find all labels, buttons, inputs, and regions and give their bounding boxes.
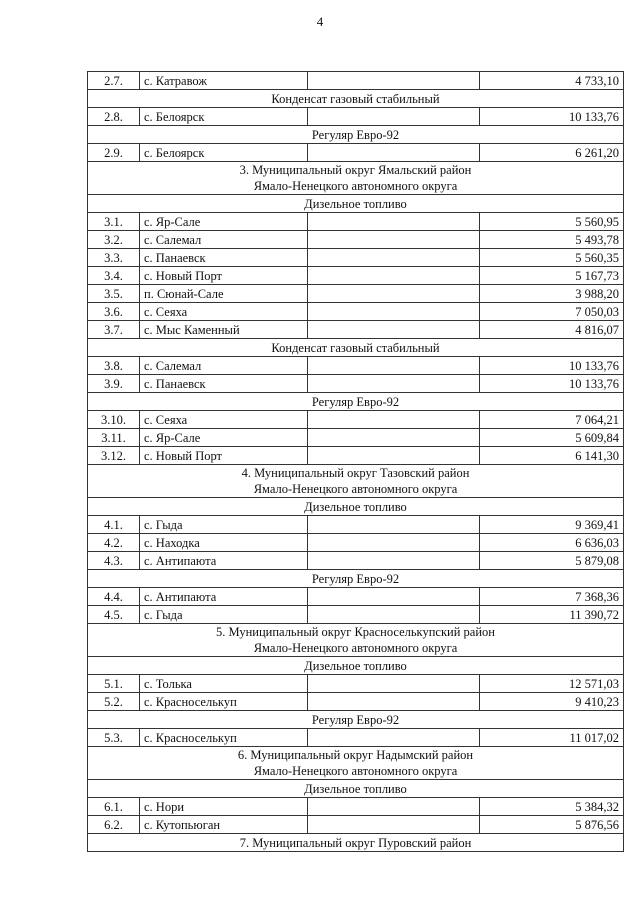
settlement-name: с. Белоярск [140,144,308,162]
row-number: 4.5. [88,606,140,624]
empty-cell [308,534,480,552]
table-row [88,675,624,693]
price-value: 10 133,76 [480,375,624,393]
table-row [88,108,624,126]
row-number: 2.9. [88,144,140,162]
price-value: 5 167,73 [480,267,624,285]
row-number: 6.1. [88,798,140,816]
settlement-name: с. Гыда [140,606,308,624]
section-header-line: Ямало-Ненецкого автономного округа [253,179,458,193]
section-header [88,657,624,675]
settlement-name: с. Сеяха [140,411,308,429]
row-number: 4.2. [88,534,140,552]
row-number: 2.8. [88,108,140,126]
empty-cell [308,429,480,447]
price-value: 5 493,78 [480,231,624,249]
section-header [88,780,624,798]
price-value: 7 368,36 [480,588,624,606]
section-header-line: Ямало-Ненецкого автономного округа [253,641,458,655]
price-value: 5 560,35 [480,249,624,267]
settlement-name: с. Новый Порт [140,447,308,465]
empty-cell [308,144,480,162]
row-number: 3.11. [88,429,140,447]
section-header-line: Ямало-Ненецкого автономного округа [253,482,458,496]
row-number: 4.1. [88,516,140,534]
section-header-line: Дизельное топливо [304,499,407,514]
empty-cell [308,516,480,534]
settlement-name: с. Салемал [140,231,308,249]
row-number: 5.1. [88,675,140,693]
row-number: 4.4. [88,588,140,606]
section-header-row [88,747,624,780]
section-header [88,711,624,729]
row-number: 3.6. [88,303,140,321]
section-header-row [88,162,624,195]
table-row [88,285,624,303]
settlement-name: с. Панаевск [140,249,308,267]
section-header-line: Ямало-Ненецкого автономного округа [253,764,458,778]
section-header-line: 3. Муниципальный округ Ямальский район [239,163,472,177]
table-row [88,231,624,249]
section-header-row [88,339,624,357]
settlement-name: с. Новый Порт [140,267,308,285]
table-row [88,798,624,816]
section-header-row [88,465,624,498]
table-row [88,606,624,624]
table-row [88,144,624,162]
empty-cell [308,729,480,747]
settlement-name: с. Яр-Сале [140,429,308,447]
section-header-row [88,498,624,516]
empty-cell [308,285,480,303]
settlement-name: с. Салемал [140,357,308,375]
section-header-line: Регуляр Евро-92 [311,712,400,727]
section-header-line: 4. Муниципальный округ Тазовский район [241,466,470,480]
row-number: 6.2. [88,816,140,834]
table-row [88,321,624,339]
section-header [88,747,624,780]
empty-cell [308,303,480,321]
price-value: 6 636,03 [480,534,624,552]
section-header [88,465,624,498]
table-row [88,447,624,465]
price-value: 7 064,21 [480,411,624,429]
section-header-row [88,834,624,852]
section-header [88,195,624,213]
empty-cell [308,108,480,126]
settlement-name: с. Панаевск [140,375,308,393]
section-header-row [88,657,624,675]
row-number: 3.5. [88,285,140,303]
empty-cell [308,267,480,285]
table-row [88,411,624,429]
row-number: 3.9. [88,375,140,393]
row-number: 3.10. [88,411,140,429]
row-number: 3.1. [88,213,140,231]
price-value: 9 410,23 [480,693,624,711]
table-row [88,357,624,375]
table-row [88,693,624,711]
section-header-row [88,624,624,657]
empty-cell [308,552,480,570]
table-row [88,516,624,534]
section-header-line: Регуляр Евро-92 [311,571,400,586]
section-header-row [88,780,624,798]
empty-cell [308,798,480,816]
table-row [88,729,624,747]
section-header-row [88,126,624,144]
section-header-line: 7. Муниципальный округ Пуровский район [239,835,472,850]
price-value: 9 369,41 [480,516,624,534]
row-number: 3.8. [88,357,140,375]
price-value: 11 017,02 [480,729,624,747]
empty-cell [308,375,480,393]
row-number: 3.2. [88,231,140,249]
row-number: 5.2. [88,693,140,711]
price-value: 5 560,95 [480,213,624,231]
empty-cell [308,411,480,429]
row-number: 3.12. [88,447,140,465]
empty-cell [308,72,480,90]
section-header [88,393,624,411]
settlement-name: с. Нори [140,798,308,816]
table-row [88,213,624,231]
price-table-body [88,72,624,852]
section-header-line: 5. Муниципальный округ Красноселькупский район [216,625,495,639]
price-value: 10 133,76 [480,108,624,126]
settlement-name: п. Сюнай-Сале [140,285,308,303]
row-number: 5.3. [88,729,140,747]
settlement-name: с. Белоярск [140,108,308,126]
price-value: 4 733,10 [480,72,624,90]
empty-cell [308,213,480,231]
empty-cell [308,447,480,465]
section-header-line: Конденсат газовый стабильный [271,91,440,106]
section-header [88,162,624,195]
price-value: 7 050,03 [480,303,624,321]
section-header-line: Дизельное топливо [304,781,407,796]
settlement-name: с. Красноселькуп [140,693,308,711]
section-header [88,498,624,516]
page-number: 4 [316,14,324,29]
section-header-row [88,711,624,729]
empty-cell [308,606,480,624]
table-row [88,303,624,321]
section-header-line: 6. Муниципальный округ Надымский район [237,748,474,762]
section-header-row [88,195,624,213]
settlement-name: с. Находка [140,534,308,552]
section-header-row [88,393,624,411]
price-value: 4 816,07 [480,321,624,339]
section-header-row [88,570,624,588]
empty-cell [308,249,480,267]
section-header-line: Регуляр Евро-92 [311,127,400,142]
row-number: 3.3. [88,249,140,267]
table-row [88,588,624,606]
table-row [88,249,624,267]
section-header [88,624,624,657]
section-header-line: Дизельное топливо [304,196,407,211]
settlement-name: с. Кутопьюган [140,816,308,834]
table-row [88,72,624,90]
price-value: 5 879,08 [480,552,624,570]
section-header [88,570,624,588]
settlement-name: с. Мыс Каменный [140,321,308,339]
price-value: 12 571,03 [480,675,624,693]
empty-cell [308,321,480,339]
settlement-name: с. Сеяха [140,303,308,321]
row-number: 3.7. [88,321,140,339]
settlement-name: с. Антипаюта [140,552,308,570]
empty-cell [308,588,480,606]
price-table [87,71,624,852]
table-row [88,375,624,393]
price-value: 5 609,84 [480,429,624,447]
price-value: 6 141,30 [480,447,624,465]
settlement-name: с. Катравож [140,72,308,90]
table-row [88,552,624,570]
table-row [88,816,624,834]
settlement-name: с. Гыда [140,516,308,534]
section-header-line: Конденсат газовый стабильный [271,340,440,355]
empty-cell [308,693,480,711]
settlement-name: с. Красноселькуп [140,729,308,747]
section-header-row [88,90,624,108]
row-number: 4.3. [88,552,140,570]
section-header-line: Регуляр Евро-92 [311,394,400,409]
price-value: 5 384,32 [480,798,624,816]
empty-cell [308,816,480,834]
price-value: 10 133,76 [480,357,624,375]
empty-cell [308,675,480,693]
price-value: 6 261,20 [480,144,624,162]
price-value: 3 988,20 [480,285,624,303]
settlement-name: с. Толька [140,675,308,693]
table-row [88,534,624,552]
price-value: 11 390,72 [480,606,624,624]
row-number: 2.7. [88,72,140,90]
section-header [88,834,624,852]
table-row [88,429,624,447]
section-header-line: Дизельное топливо [304,658,407,673]
table-row [88,267,624,285]
settlement-name: с. Яр-Сале [140,213,308,231]
empty-cell [308,231,480,249]
price-value: 5 876,56 [480,816,624,834]
settlement-name: с. Антипаюта [140,588,308,606]
section-header [88,339,624,357]
section-header [88,90,624,108]
row-number: 3.4. [88,267,140,285]
empty-cell [308,357,480,375]
section-header [88,126,624,144]
